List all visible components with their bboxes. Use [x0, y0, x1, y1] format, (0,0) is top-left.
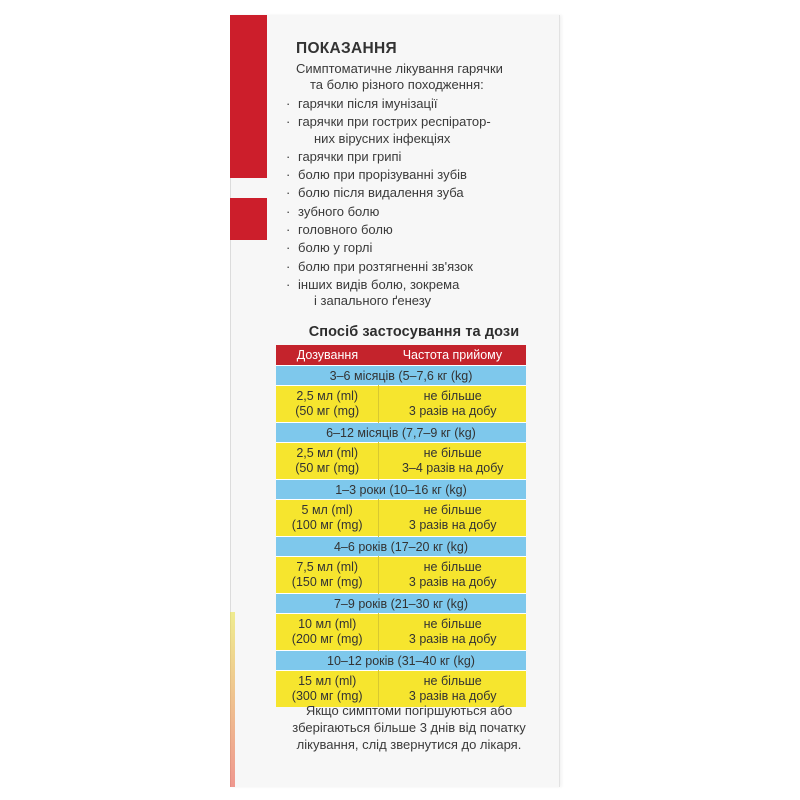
age-row: 6–12 місяців (7,7–9 кг (kg) — [276, 423, 526, 443]
age-row: 4–6 років (17–20 кг (kg) — [276, 537, 526, 557]
list-item: · болю після видалення зуба — [286, 185, 464, 201]
header-dose: Дозування — [276, 345, 379, 366]
dosage-title: Спосіб застосування та дози — [308, 323, 520, 340]
list-item: · головного болю — [286, 222, 393, 238]
dose-row: 2,5 мл (ml) (50 мг (mg) не більше 3 разів на добу — [276, 386, 526, 423]
intro-line-1: Симптоматичне лікування гарячки — [296, 61, 503, 76]
dose-row: 10 мл (ml) (200 мг (mg) не більше 3 разів на добу — [276, 614, 526, 651]
age-row: 1–3 роки (10–16 кг (kg) — [276, 480, 526, 500]
list-item: · гарячки при грипі — [286, 148, 402, 164]
intro-line-2: та болю різного походження: — [310, 77, 484, 92]
dose-row: 2,5 мл (ml) (50 мг (mg) не більше 3–4 разів на добу — [276, 443, 526, 480]
header-frequency: Частота прийому — [379, 345, 526, 366]
list-item: · болю при прорізуванні зубів — [286, 167, 467, 183]
table-header — [276, 345, 526, 366]
indications-list — [278, 96, 550, 310]
indications-intro — [278, 61, 550, 93]
dose-row: 5 мл (ml) (100 мг (mg) не більше 3 разів на добу — [276, 500, 526, 537]
footer-warning: Якщо симптоми погіршуються або зберігаються більше 3 днів від початку лікування, слід звернутися до лікаря. — [292, 703, 526, 752]
dose-row: 15 мл (ml) (300 мг (mg) не більше 3 разів на добу — [276, 671, 526, 708]
age-row: 10–12 років (31–40 кг (kg) — [276, 651, 526, 671]
red-band-middle — [230, 198, 267, 240]
dose-row: 7,5 мл (ml) (150 мг (mg) не більше 3 разів на добу — [276, 557, 526, 594]
dosage-table — [276, 345, 526, 707]
indications-title: ПОКАЗАННЯ — [296, 40, 397, 57]
red-band-top — [230, 15, 267, 178]
list-item: · інших видів болю, зокрема і запального ґенезу — [286, 276, 460, 309]
list-item: · зубного болю — [286, 203, 380, 219]
list-item: · гарячки при гострих респіратор- них вірусних інфекціях — [286, 114, 491, 146]
list-item: · болю при розтягненні зв'язок — [286, 258, 473, 274]
list-item: · болю у горлі — [286, 240, 373, 256]
age-row: 3–6 місяців (5–7,6 кг (kg) — [276, 366, 526, 386]
list-item: · гарячки після імунізації — [286, 96, 438, 111]
age-row: 7–9 років (21–30 кг (kg) — [276, 594, 526, 614]
package-edge-strip — [230, 612, 235, 787]
indications-section — [278, 40, 550, 340]
